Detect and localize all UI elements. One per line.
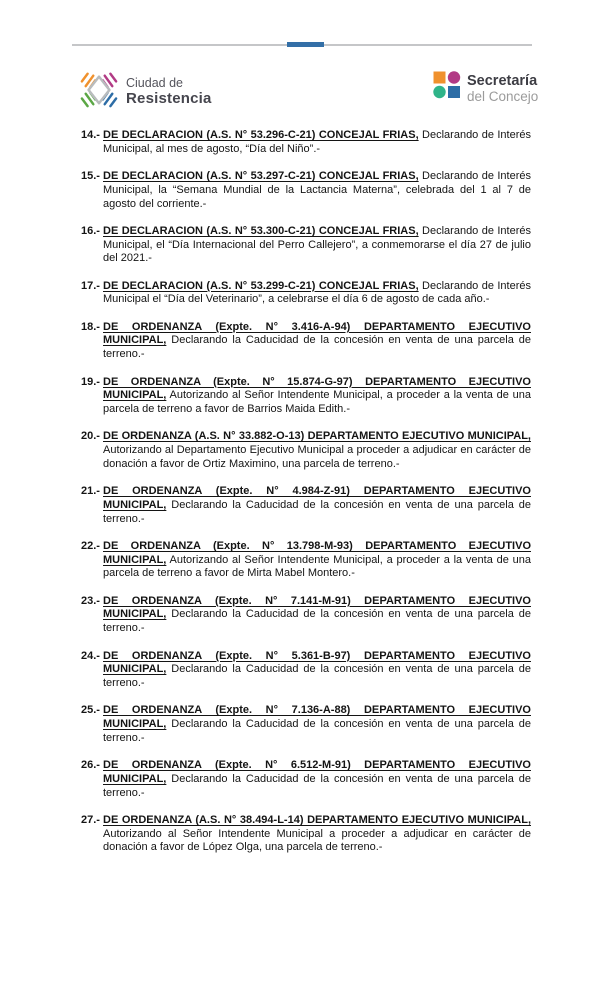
agenda-item-number: 19.- (81, 375, 100, 388)
agenda-item-body: Declarando de Interés Municipal el “Día del Veterinario”, a celebrarse el día 6 de agosto de cada año.- (103, 279, 531, 306)
agenda-item-title: DE ORDENANZA (Expte. N° 15.874-G-97) DEPARTAMENTO EJECUTIVO MUNICIPAL, (103, 375, 531, 402)
agenda-item (81, 280, 531, 307)
resistencia-diamond-icon (80, 63, 118, 120)
agenda-item-title: DE DECLARACION (A.S. N° 53.296-C-21) CONCEJAL FRIAS, (103, 129, 419, 141)
agenda-item-number: 24.- (81, 649, 100, 662)
agenda-item-number: 15.- (81, 170, 100, 183)
agenda-item (81, 170, 531, 211)
agenda-item-title: DE ORDENANZA (Expte. N° 5.361-B-97) DEPARTAMENTO EJECUTIVO MUNICIPAL, (103, 649, 531, 676)
agenda-item-body: Autorizando al Señor Intendente Municipal, a proceder a la venta de una parcela de terreno a favor de Barrios Maida Edith.- (103, 389, 531, 415)
agenda-item-number: 23.- (81, 594, 100, 607)
agenda-item-number: 25.- (81, 704, 100, 717)
agenda-item-title: DE DECLARACION (A.S. N° 53.299-C-21) CONCEJAL FRIAS, (103, 279, 419, 292)
agenda-item (81, 129, 531, 156)
agenda-item-number: 18.- (81, 320, 100, 333)
agenda-item-title: DE ORDENANZA (Expte. N° 3.416-A-94) DEPARTAMENTO EJECUTIVO MUNICIPAL, (103, 320, 531, 347)
agenda-item-body: Declarando de Interés Municipal, el “Día Internacional del Perro Callejero”, a conmemorarse el día 27 de julio del 2021.- (103, 224, 531, 265)
agenda-item-title: DE ORDENANZA (Expte. N° 13.798-M-93) DEPARTAMENTO EJECUTIVO MUNICIPAL, (103, 539, 531, 566)
agenda-item-body: Autorizando al Departamento Ejecutivo Municipal a proceder a adjudicar en carácter de donación a favor de Ortiz Maximino, una parcela de terreno.- (103, 444, 531, 470)
city-logo-text-line1: Ciudad de (126, 76, 183, 90)
agenda-item (81, 430, 531, 471)
agenda-item-body: Declarando la Caducidad de la concesión en venta de una parcela de terreno.- (103, 772, 531, 799)
agenda-item-body: Autorizando al Señor Intendente Municipal, a proceder a la venta de una parcela de terreno a favor de Mirta Mabel Montero.- (103, 553, 531, 580)
city-logo-text-line2: Resistencia (126, 90, 212, 107)
agenda-item-body: Autorizando al Señor Intendente Municipal a proceder a adjudicar en carácter de donación a favor de López Olga, una parcela de terreno.- (103, 827, 531, 854)
agenda-item (81, 814, 531, 855)
agenda-item (81, 321, 531, 362)
agenda-item (81, 376, 531, 417)
agenda-item (81, 540, 531, 581)
agenda-item-title: DE ORDENANZA (Expte. N° 6.512-M-91) DEPARTAMENTO EJECUTIVO MUNICIPAL, (103, 759, 531, 785)
agenda-item-body: Declarando la Caducidad de la concesión en venta de una parcela de terreno.- (103, 718, 531, 744)
agenda-item (81, 485, 531, 526)
agenda-item (81, 704, 531, 745)
agenda-item-body: Declarando la Caducidad de la concesión en venta de una parcela de terreno.- (103, 498, 531, 525)
concejo-logo (433, 71, 538, 104)
agenda-item-number: 20.- (81, 430, 100, 443)
agenda-item (81, 225, 531, 266)
agenda-item-title: DE DECLARACION (A.S. N° 53.300-C-21) CONCEJAL FRIAS, (103, 224, 419, 237)
agenda-item-number: 17.- (81, 279, 100, 292)
concejo-shapes-icon (433, 71, 461, 104)
agenda-item-number: 21.- (81, 485, 100, 498)
concejo-logo-text-line2: del Concejo (467, 89, 539, 104)
agenda-item-title: DE ORDENANZA (A.S. N° 38.494-L-14) DEPARTAMENTO EJECUTIVO MUNICIPAL, (103, 813, 531, 826)
agenda-item-number: 27.- (81, 813, 100, 826)
agenda-item (81, 759, 531, 800)
agenda-item-title: DE ORDENANZA (Expte. N° 7.141-M-91) DEPARTAMENTO EJECUTIVO MUNICIPAL, (103, 594, 531, 621)
agenda-item (81, 650, 531, 691)
agenda-item-number: 14.- (81, 129, 100, 141)
concejo-logo-text-line1: Secretaría (467, 73, 538, 89)
agenda-item-body: Declarando la Caducidad de la concesión en venta de una parcela de terreno.- (103, 608, 531, 635)
agenda-item-title: DE DECLARACION (A.S. N° 53.297-C-21) CONCEJAL FRIAS, (103, 170, 419, 183)
agenda-item-number: 26.- (81, 759, 100, 772)
agenda-item-body: Declarando la Caducidad de la concesión en venta de una parcela de terreno.- (103, 334, 531, 361)
agenda-item-title: DE ORDENANZA (A.S. N° 33.882-O-13) DEPARTAMENTO EJECUTIVO MUNICIPAL, (103, 430, 531, 443)
agenda-item-number: 16.- (81, 224, 100, 237)
agenda-item-body: Declarando de Interés Municipal, al mes de agosto, “Día del Niño”.- (103, 129, 531, 155)
agenda-item-body: Declarando la Caducidad de la concesión en venta de una parcela de terreno.- (103, 663, 531, 689)
agenda-item-title: DE ORDENANZA (Expte. N° 7.136-A-88) DEPARTAMENTO EJECUTIVO MUNICIPAL, (103, 704, 531, 731)
agenda-item-title: DE ORDENANZA (Expte. N° 4.984-Z-91) DEPARTAMENTO EJECUTIVO MUNICIPAL, (103, 485, 531, 511)
agenda-list (81, 129, 531, 869)
agenda-item (81, 595, 531, 636)
agenda-item-number: 22.- (81, 539, 100, 552)
header-divider-accent (287, 42, 324, 47)
resistencia-logo (80, 63, 212, 120)
agenda-item-body: Declarando de Interés Municipal, la “Semana Mundial de la Lactancia Materna”, celebrada del 1 al 7 de agosto del corriente.- (103, 170, 531, 210)
